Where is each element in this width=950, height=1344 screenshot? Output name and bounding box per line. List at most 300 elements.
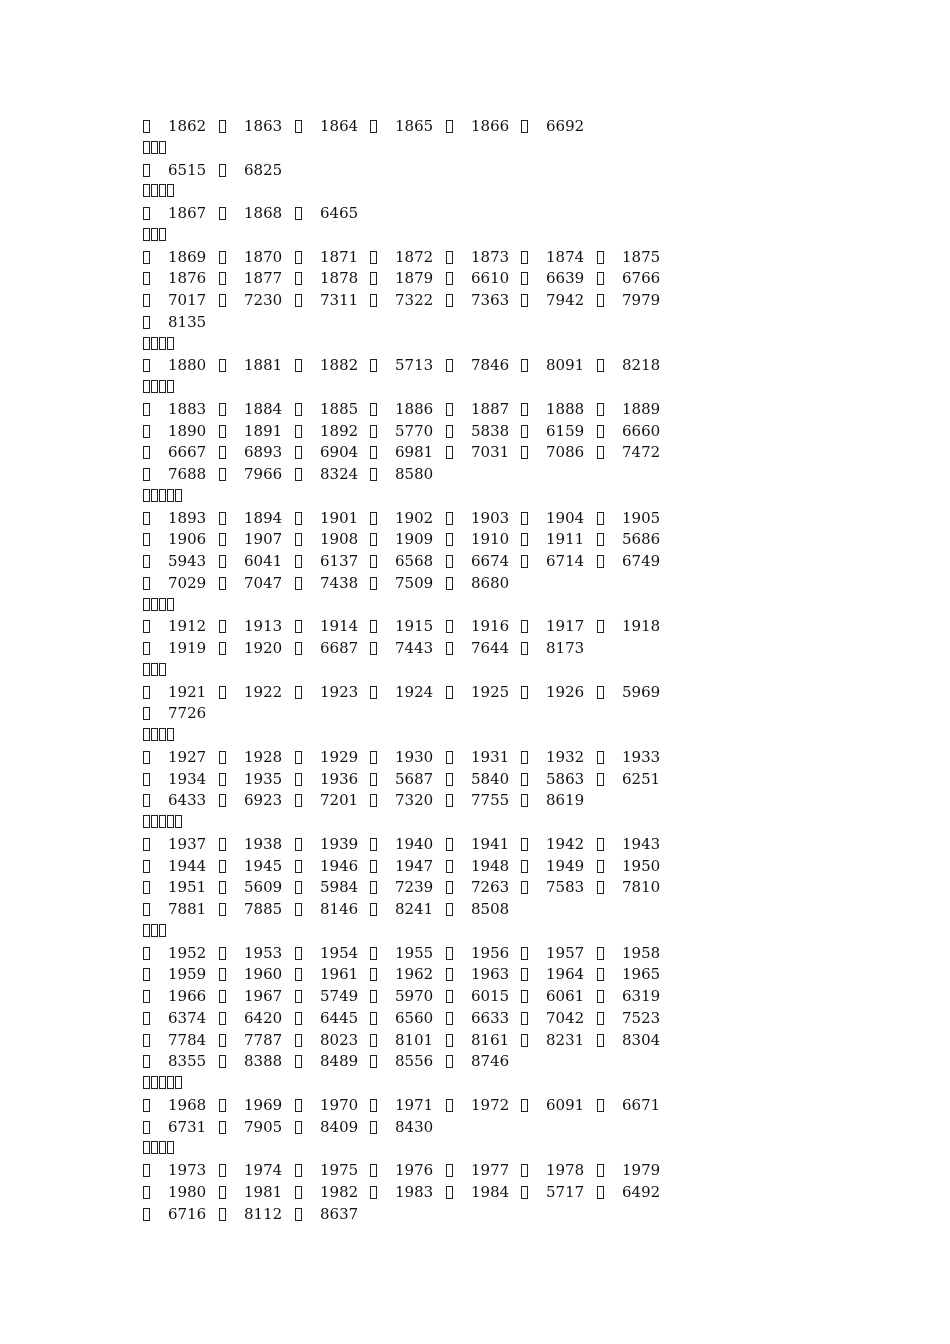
missing-glyph-icon [219, 1099, 226, 1112]
missing-glyph-icon [167, 598, 174, 611]
missing-glyph-icon [219, 1121, 226, 1134]
missing-glyph-icon [446, 533, 453, 546]
number-value: 1951 [168, 878, 207, 897]
number-value: 1926 [546, 682, 585, 701]
section-heading-text [143, 377, 175, 399]
missing-glyph-icon [167, 337, 174, 350]
number-value: 1916 [471, 617, 510, 636]
number-value: 1925 [471, 682, 510, 701]
number-value: 7810 [622, 878, 661, 897]
number-value: 1881 [244, 356, 283, 375]
section-heading [0, 225, 950, 247]
missing-glyph-icon [143, 1034, 150, 1047]
missing-glyph-icon [295, 577, 302, 590]
missing-glyph-icon [370, 968, 377, 981]
number-value: 6319 [622, 987, 661, 1005]
missing-glyph-icon [219, 425, 226, 438]
missing-glyph-icon [521, 446, 528, 459]
missing-glyph-icon [219, 968, 226, 981]
number-value: 6515 [168, 160, 207, 179]
missing-glyph-icon [521, 533, 528, 546]
number-value: 8135 [168, 312, 207, 331]
number-value: 1914 [320, 617, 359, 636]
missing-glyph-icon [597, 1164, 604, 1177]
number-row [0, 355, 950, 377]
section-heading [0, 1138, 950, 1160]
number-value: 1952 [168, 943, 207, 962]
number-value: 7881 [168, 900, 207, 918]
number-row [0, 1008, 950, 1030]
number-row [0, 508, 950, 530]
missing-glyph-icon [143, 903, 150, 916]
missing-glyph-icon [295, 968, 302, 981]
number-value: 6420 [244, 1008, 283, 1027]
missing-glyph-icon [167, 184, 174, 197]
number-value: 5713 [395, 356, 434, 375]
number-value: 6560 [395, 1008, 434, 1027]
missing-glyph-icon [219, 1186, 226, 1199]
number-value: 6568 [395, 552, 434, 570]
number-row [0, 856, 950, 878]
number-value: 1934 [168, 769, 207, 788]
number-value: 1936 [320, 769, 359, 788]
number-value: 1912 [168, 617, 207, 636]
missing-glyph-icon [446, 446, 453, 459]
number-value: 6433 [168, 791, 207, 810]
missing-glyph-icon [143, 881, 150, 894]
section-heading-text [143, 660, 167, 682]
missing-glyph-icon [143, 707, 150, 720]
missing-glyph-icon [219, 533, 226, 546]
missing-glyph-icon [295, 403, 302, 416]
number-value: 6904 [320, 443, 359, 462]
missing-glyph-icon [521, 403, 528, 416]
missing-glyph-icon [219, 251, 226, 264]
number-value: 8023 [320, 1030, 359, 1049]
number-value: 1967 [244, 987, 283, 1005]
number-row [0, 573, 950, 595]
number-value: 6923 [244, 791, 283, 810]
number-value: 7583 [546, 878, 585, 897]
missing-glyph-icon [167, 489, 174, 502]
missing-glyph-icon [597, 512, 604, 525]
section-heading-text [143, 486, 183, 508]
section-heading [0, 595, 950, 617]
missing-glyph-icon [295, 425, 302, 438]
missing-glyph-icon [219, 1034, 226, 1047]
missing-glyph-icon [370, 577, 377, 590]
missing-glyph-icon [219, 555, 226, 568]
number-value: 5970 [395, 987, 434, 1005]
missing-glyph-icon [597, 686, 604, 699]
number-value: 1937 [168, 834, 207, 853]
number-value: 8112 [244, 1204, 283, 1223]
missing-glyph-icon [159, 663, 166, 676]
number-value: 8355 [168, 1052, 207, 1071]
missing-glyph-icon [521, 751, 528, 764]
number-value: 8637 [320, 1204, 359, 1223]
missing-glyph-icon [446, 903, 453, 916]
missing-glyph-icon [219, 642, 226, 655]
missing-glyph-icon [219, 1055, 226, 1068]
section-heading-text [143, 225, 167, 247]
number-value: 7688 [168, 465, 207, 483]
missing-glyph-icon [295, 468, 302, 481]
number-value: 1962 [395, 965, 434, 984]
number-value: 1904 [546, 508, 585, 527]
missing-glyph-icon [370, 446, 377, 459]
number-value: 7979 [622, 291, 661, 309]
number-row [0, 116, 950, 138]
missing-glyph-icon [143, 598, 150, 611]
missing-glyph-icon [219, 207, 226, 220]
missing-glyph-icon [446, 359, 453, 372]
section-heading [0, 181, 950, 203]
number-value: 1927 [168, 747, 207, 766]
missing-glyph-icon [143, 968, 150, 981]
missing-glyph-icon [370, 1121, 377, 1134]
section-heading [0, 334, 950, 356]
number-value: 6374 [168, 1008, 207, 1027]
number-value: 7726 [168, 704, 207, 723]
number-value: 1941 [471, 834, 510, 853]
number-value: 1919 [168, 639, 207, 657]
missing-glyph-icon [446, 860, 453, 873]
number-value: 7885 [244, 900, 283, 918]
missing-glyph-icon [143, 642, 150, 655]
number-row [0, 268, 950, 290]
missing-glyph-icon [219, 947, 226, 960]
missing-glyph-icon [167, 728, 174, 741]
missing-glyph-icon [446, 773, 453, 786]
missing-glyph-icon [175, 489, 182, 502]
number-value: 1961 [320, 965, 359, 984]
number-value: 1942 [546, 834, 585, 853]
number-value: 8746 [471, 1052, 510, 1071]
missing-glyph-icon [143, 1099, 150, 1112]
number-value: 7846 [471, 356, 510, 375]
missing-glyph-icon [159, 489, 166, 502]
number-value: 8161 [471, 1030, 510, 1049]
missing-glyph-icon [219, 794, 226, 807]
missing-glyph-icon [143, 228, 150, 241]
number-value: 8409 [320, 1117, 359, 1136]
missing-glyph-icon [295, 838, 302, 851]
number-value: 1890 [168, 421, 207, 440]
missing-glyph-icon [370, 468, 377, 481]
missing-glyph-icon [370, 1186, 377, 1199]
missing-glyph-icon [219, 1012, 226, 1025]
number-value: 6667 [168, 443, 207, 462]
missing-glyph-icon [521, 773, 528, 786]
number-value: 1963 [471, 965, 510, 984]
missing-glyph-icon [143, 359, 150, 372]
missing-glyph-icon [295, 359, 302, 372]
missing-glyph-icon [295, 1164, 302, 1177]
missing-glyph-icon [295, 860, 302, 873]
number-value: 7472 [622, 443, 661, 462]
section-heading [0, 921, 950, 943]
missing-glyph-icon [159, 1141, 166, 1154]
number-value: 7047 [244, 573, 283, 592]
number-value: 1875 [622, 247, 661, 266]
number-value: 1980 [168, 1182, 207, 1201]
missing-glyph-icon [143, 860, 150, 873]
number-value: 1915 [395, 617, 434, 636]
missing-glyph-icon [159, 1076, 166, 1089]
number-value: 1880 [168, 356, 207, 375]
missing-glyph-icon [521, 642, 528, 655]
missing-glyph-icon [151, 598, 158, 611]
number-value: 1903 [471, 508, 510, 527]
missing-glyph-icon [159, 228, 166, 241]
missing-glyph-icon [219, 1208, 226, 1221]
number-value: 6610 [471, 269, 510, 288]
missing-glyph-icon [295, 120, 302, 133]
missing-glyph-icon [446, 751, 453, 764]
number-value: 6692 [546, 117, 585, 135]
number-value: 1873 [471, 247, 510, 266]
missing-glyph-icon [143, 184, 150, 197]
number-value: 5838 [471, 421, 510, 440]
missing-glyph-icon [370, 120, 377, 133]
number-value: 7263 [471, 878, 510, 897]
missing-glyph-icon [370, 403, 377, 416]
missing-glyph-icon [446, 838, 453, 851]
missing-glyph-icon [295, 446, 302, 459]
missing-glyph-icon [597, 555, 604, 568]
missing-glyph-icon [521, 512, 528, 525]
missing-glyph-icon [143, 728, 150, 741]
number-value: 1882 [320, 356, 359, 375]
missing-glyph-icon [597, 533, 604, 546]
missing-glyph-icon [219, 751, 226, 764]
number-value: 8324 [320, 465, 359, 483]
missing-glyph-icon [151, 184, 158, 197]
number-value: 1981 [244, 1182, 283, 1201]
number-value: 6731 [168, 1117, 207, 1136]
number-value: 6749 [622, 552, 661, 570]
section-heading-text [143, 812, 183, 834]
missing-glyph-icon [597, 1012, 604, 1025]
missing-glyph-icon [446, 1099, 453, 1112]
missing-glyph-icon [370, 838, 377, 851]
number-value: 1956 [471, 943, 510, 962]
missing-glyph-icon [159, 184, 166, 197]
missing-glyph-icon [295, 751, 302, 764]
missing-glyph-icon [295, 272, 302, 285]
number-value: 8218 [622, 356, 661, 375]
missing-glyph-icon [446, 642, 453, 655]
number-row [0, 769, 950, 791]
missing-glyph-icon [151, 337, 158, 350]
number-value: 1931 [471, 747, 510, 766]
missing-glyph-icon [521, 272, 528, 285]
number-value: 1983 [395, 1182, 434, 1201]
number-value: 1866 [471, 117, 510, 135]
missing-glyph-icon [370, 512, 377, 525]
missing-glyph-icon [446, 990, 453, 1003]
missing-glyph-icon [143, 1164, 150, 1177]
missing-glyph-icon [446, 1012, 453, 1025]
section-heading-text [143, 595, 175, 617]
number-value: 7755 [471, 791, 510, 810]
number-value: 6660 [622, 421, 661, 440]
number-row [0, 464, 950, 486]
number-value: 6766 [622, 269, 661, 288]
section-heading [0, 486, 950, 508]
number-value: 1940 [395, 834, 434, 853]
missing-glyph-icon [370, 555, 377, 568]
number-value: 1984 [471, 1182, 510, 1201]
missing-glyph-icon [521, 620, 528, 633]
number-value: 1894 [244, 508, 283, 527]
missing-glyph-icon [446, 1055, 453, 1068]
number-value: 1939 [320, 834, 359, 853]
number-value: 1886 [395, 399, 434, 418]
missing-glyph-icon [295, 1208, 302, 1221]
number-value: 6091 [546, 1095, 585, 1114]
missing-glyph-icon [295, 294, 302, 307]
number-value: 1877 [244, 269, 283, 288]
missing-glyph-icon [143, 403, 150, 416]
missing-glyph-icon [521, 1034, 528, 1047]
section-heading-text [143, 921, 167, 943]
missing-glyph-icon [597, 425, 604, 438]
number-value: 7363 [471, 291, 510, 309]
missing-glyph-icon [219, 446, 226, 459]
missing-glyph-icon [219, 903, 226, 916]
number-value: 6825 [244, 160, 283, 179]
number-value: 1954 [320, 943, 359, 962]
number-value: 1965 [622, 965, 661, 984]
number-value: 8231 [546, 1030, 585, 1049]
missing-glyph-icon [143, 555, 150, 568]
number-value: 1977 [471, 1161, 510, 1179]
number-value: 1975 [320, 1161, 359, 1179]
number-value: 1932 [546, 747, 585, 766]
missing-glyph-icon [167, 1141, 174, 1154]
missing-glyph-icon [143, 663, 150, 676]
number-value: 7942 [546, 291, 585, 309]
missing-glyph-icon [370, 425, 377, 438]
missing-glyph-icon [597, 773, 604, 786]
number-value: 1918 [622, 617, 661, 636]
missing-glyph-icon [521, 686, 528, 699]
missing-glyph-icon [159, 728, 166, 741]
section-heading [0, 138, 950, 160]
missing-glyph-icon [151, 1076, 158, 1089]
missing-glyph-icon [295, 686, 302, 699]
missing-glyph-icon [521, 1164, 528, 1177]
missing-glyph-icon [143, 141, 150, 154]
number-value: 7966 [244, 465, 283, 483]
number-value: 1864 [320, 117, 359, 135]
number-row [0, 203, 950, 225]
missing-glyph-icon [370, 251, 377, 264]
number-value: 5840 [471, 769, 510, 788]
missing-glyph-icon [159, 337, 166, 350]
number-value: 6674 [471, 552, 510, 570]
number-value: 1929 [320, 747, 359, 766]
number-value: 1968 [168, 1095, 207, 1114]
number-value: 6492 [622, 1182, 661, 1201]
missing-glyph-icon [295, 642, 302, 655]
missing-glyph-icon [143, 1076, 150, 1089]
missing-glyph-icon [597, 359, 604, 372]
number-value: 1923 [320, 682, 359, 701]
missing-glyph-icon [143, 512, 150, 525]
number-value: 1921 [168, 682, 207, 701]
missing-glyph-icon [521, 1099, 528, 1112]
number-value: 1868 [244, 204, 283, 222]
number-value: 1924 [395, 682, 434, 701]
missing-glyph-icon [370, 359, 377, 372]
section-heading [0, 812, 950, 834]
section-heading [0, 660, 950, 682]
number-value: 8304 [622, 1030, 661, 1049]
missing-glyph-icon [159, 380, 166, 393]
number-value: 1863 [244, 117, 283, 135]
missing-glyph-icon [219, 860, 226, 873]
number-value: 1928 [244, 747, 283, 766]
number-row [0, 943, 950, 965]
number-value: 7029 [168, 573, 207, 592]
number-value: 1908 [320, 530, 359, 549]
missing-glyph-icon [219, 686, 226, 699]
number-value: 1884 [244, 399, 283, 418]
number-row [0, 682, 950, 704]
missing-glyph-icon [521, 947, 528, 960]
section-heading-text [143, 138, 167, 160]
missing-glyph-icon [521, 425, 528, 438]
number-row [0, 1030, 950, 1052]
missing-glyph-icon [370, 1099, 377, 1112]
missing-glyph-icon [151, 1141, 158, 1154]
missing-glyph-icon [295, 555, 302, 568]
missing-glyph-icon [143, 251, 150, 264]
number-row [0, 638, 950, 660]
number-value: 1878 [320, 269, 359, 288]
number-value: 1891 [244, 421, 283, 440]
number-row [0, 747, 950, 769]
missing-glyph-icon [151, 141, 158, 154]
missing-glyph-icon [219, 620, 226, 633]
number-value: 7905 [244, 1117, 283, 1136]
missing-glyph-icon [446, 1186, 453, 1199]
missing-glyph-icon [143, 272, 150, 285]
missing-glyph-icon [521, 860, 528, 873]
number-value: 7322 [395, 291, 434, 309]
number-value: 1862 [168, 117, 207, 135]
number-value: 7509 [395, 573, 434, 592]
number-value: 6981 [395, 443, 434, 462]
missing-glyph-icon [597, 838, 604, 851]
missing-glyph-icon [219, 272, 226, 285]
missing-glyph-icon [446, 1164, 453, 1177]
number-row [0, 160, 950, 182]
number-value: 5863 [546, 769, 585, 788]
missing-glyph-icon [143, 1012, 150, 1025]
missing-glyph-icon [370, 642, 377, 655]
missing-glyph-icon [295, 947, 302, 960]
number-row [0, 790, 950, 812]
number-value: 1966 [168, 987, 207, 1005]
missing-glyph-icon [159, 924, 166, 937]
missing-glyph-icon [597, 860, 604, 873]
number-value: 7523 [622, 1008, 661, 1027]
missing-glyph-icon [143, 294, 150, 307]
